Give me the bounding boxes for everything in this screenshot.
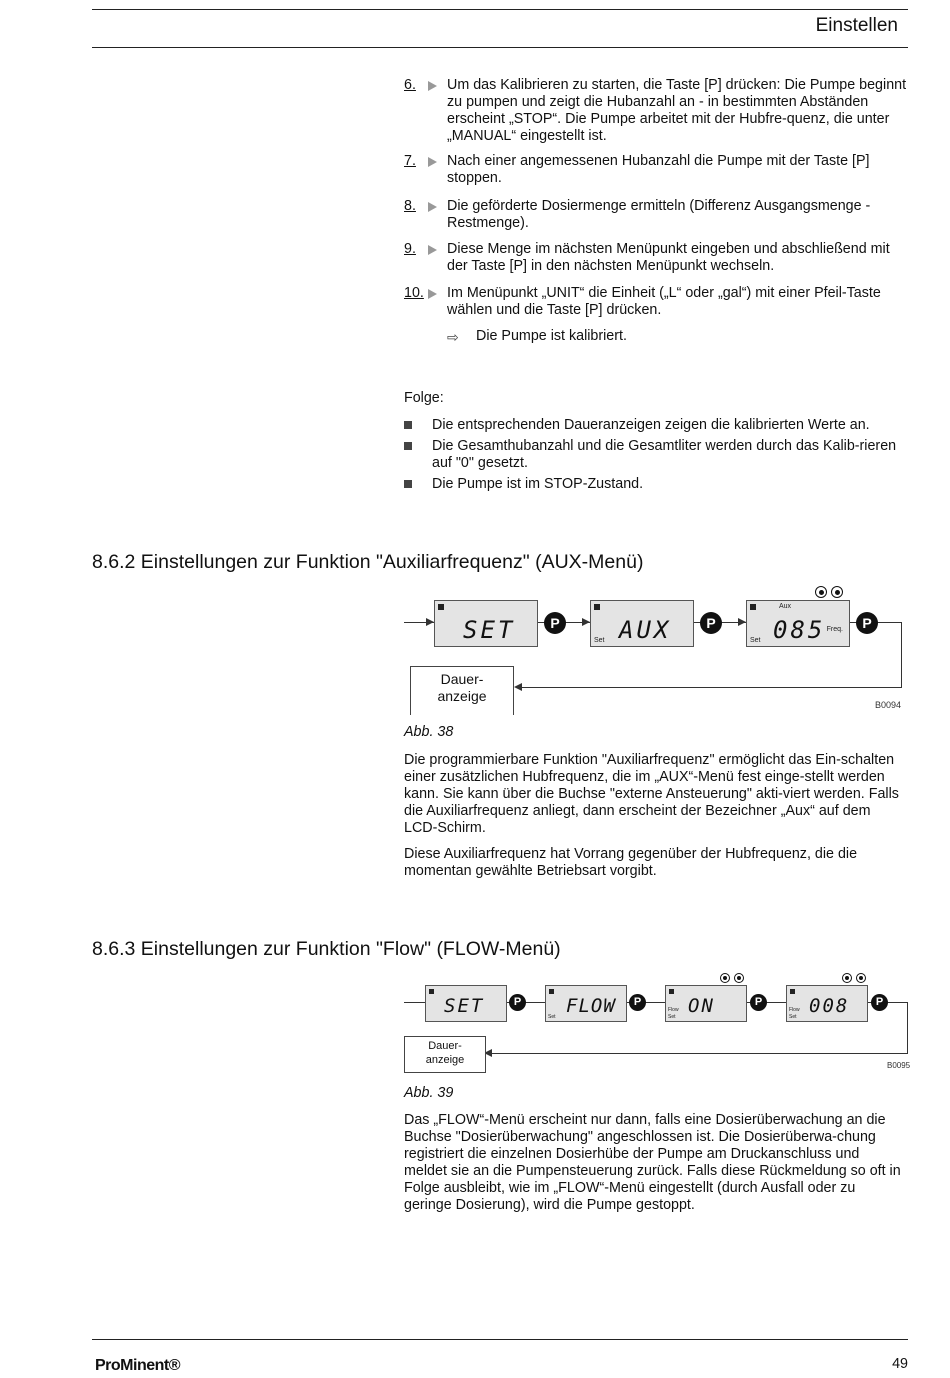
dauer-anzeige-box: Dauer- anzeige: [404, 1036, 486, 1073]
lcd-screen: [545, 985, 627, 1022]
header-rule: [92, 47, 908, 48]
step-text: Im Menüpunkt „UNIT“ die Einheit („L“ oder „gal“) mit einer Pfeil-Taste wählen und die Taste [P] drücken.: [447, 285, 881, 318]
p-button-icon: P: [700, 612, 722, 634]
step-number: 8.: [404, 198, 416, 214]
step-arrow-icon: [428, 289, 437, 299]
arrow-left-icon: [514, 683, 522, 691]
lcd-screen: [786, 985, 868, 1022]
lcd-screen: [665, 985, 747, 1022]
lcd-flow-label: Flow: [789, 1007, 800, 1013]
folge-item: Die Gesamthubanzahl und die Gesamtliter werden durch das Kalib-rieren auf "0" gesetzt.: [432, 438, 897, 471]
result-arrow-icon: ⇨: [447, 329, 459, 345]
p-button-icon: P: [509, 994, 526, 1011]
lcd-p-icon: [669, 989, 674, 994]
bullet-icon: [404, 480, 412, 488]
step-text: Nach einer angemessenen Hubanzahl die Pumpe mit der Taste [P] stoppen.: [447, 153, 870, 186]
lcd-freq-label: Freq.: [826, 626, 843, 633]
paragraph: Diese Auxiliarfrequenz hat Vorrang gegenüber der Hubfrequenz, die die momentan gewählte Betriebsart vorgibt.: [404, 846, 858, 879]
arrow-right-icon: [426, 618, 434, 626]
result-text: Die Pumpe ist kalibriert.: [476, 328, 627, 344]
lcd-set-label: Set: [750, 637, 761, 644]
flow-line: [520, 687, 902, 688]
figure-caption: Abb. 39: [404, 1085, 454, 1101]
paragraph: Die programmierbare Funktion "Auxiliarfrequenz" ermöglicht das Ein-schalten einer zusätzlichen Hubfrequenz, die im „AUX“-Menü fest einge-stellt werden kann. Sie kann über die Buchse "externe Ansteuerung" akti-viert werden. Falls die Auxiliarfrequenz anliegt, dann erscheint der Bezeichner „Aux“ auf dem LCD-Schirm.: [404, 752, 899, 836]
step-arrow-icon: [428, 81, 437, 91]
p-button-icon: P: [871, 994, 888, 1011]
step-arrow-icon: [428, 202, 437, 212]
lcd-set-label: Set: [594, 637, 605, 644]
arrow-right-icon: [738, 618, 746, 626]
bullet-icon: [404, 421, 412, 429]
step-text: Diese Menge im nächsten Menüpunkt eingeben und abschließend mit der Taste [P] in den nächsten Menüpunkt wechseln.: [447, 241, 890, 274]
paragraph: Das „FLOW“-Menü erscheint nur dann, falls eine Dosierüberwachung an die Buchse "Dosierüberwachung" angeschlossen ist. Die Dosierüberwa-chung registriert die einzelnen Dosierhübe der Pumpe am Druckanschluss und meldet sie an die Pumpensteuerung zurück. Falls diese Rückmeldung so oft in Folge ausbleibt, wie im „FLOW“-Menü eingestellt (durch Ausfall oder zu geringe Dosierung), wird die Pumpe gestoppt.: [404, 1112, 901, 1213]
lcd-screen: [590, 600, 694, 647]
flow-line: [490, 1053, 908, 1054]
step-number: 7.: [404, 153, 416, 169]
figure-code: B0094: [875, 700, 902, 710]
arrow-right-icon: [582, 618, 590, 626]
step-number: 9.: [404, 241, 416, 257]
p-button-icon: P: [856, 612, 878, 634]
lcd-value: 008: [809, 995, 850, 1017]
lcd-screen: [746, 600, 850, 647]
step-text: Die geförderte Dosiermenge ermitteln (Differenz Ausgangsmenge - Restmenge).: [447, 198, 871, 231]
step-number: 6.: [404, 77, 416, 93]
figure-code: B0095: [887, 1061, 911, 1070]
lcd-set-label: Set: [789, 1014, 797, 1020]
lcd-aux-label: Aux: [779, 603, 792, 610]
step-arrow-icon: [428, 157, 437, 167]
figure-caption: Abb. 38: [404, 724, 454, 740]
lcd-value: AUX: [619, 616, 672, 644]
lcd-p-icon: [549, 989, 554, 994]
flow-line: [907, 1002, 908, 1054]
lcd-value: 085: [773, 616, 826, 644]
dauer-anzeige-box: Dauer- anzeige: [410, 666, 514, 715]
p-button-icon: P: [629, 994, 646, 1011]
lcd-set-label: Set: [668, 1014, 676, 1020]
step-text: Um das Kalibrieren zu starten, die Taste [P] drücken: Die Pumpe beginnt zu pumpen und zeigt die Hubanzahl an - in bestimmten Abständen erscheint „STOP“. Die Pumpe arbeitet mit der Hubfre-quenz, die unter „MANUAL“ eingestellt ist.: [447, 77, 907, 144]
p-button-icon: P: [750, 994, 767, 1011]
lcd-p-icon: [429, 989, 434, 994]
lcd-flow-label: Flow: [668, 1007, 679, 1013]
top-rule: [92, 9, 908, 10]
folge-item: Die entsprechenden Daueranzeigen zeigen die kalibrierten Werte an.: [432, 417, 870, 433]
lcd-value: SET: [444, 995, 485, 1017]
page-number: 49: [892, 1356, 908, 1372]
section-heading: 8.6.3 Einstellungen zur Funktion "Flow" (FLOW-Menü): [92, 938, 561, 960]
lcd-value: SET: [463, 616, 516, 644]
bullet-icon: [404, 442, 412, 450]
lcd-set-label: Set: [548, 1014, 556, 1020]
lcd-value: FLOW: [566, 995, 616, 1017]
flow-line: [901, 622, 902, 688]
folge-item: Die Pumpe ist im STOP-Zustand.: [432, 476, 644, 492]
step-number: 10.: [404, 285, 424, 301]
lcd-value: ON: [688, 995, 715, 1017]
step-arrow-icon: [428, 245, 437, 255]
section-heading: 8.6.2 Einstellungen zur Funktion "Auxiliarfrequenz" (AUX-Menü): [92, 551, 644, 573]
lcd-p-icon: [750, 604, 756, 610]
lcd-p-icon: [790, 989, 795, 994]
prominent-logo: ProMinent®: [95, 1357, 181, 1374]
page-header-title: Einstellen: [815, 15, 898, 36]
lcd-p-icon: [594, 604, 600, 610]
lcd-screen: [425, 985, 507, 1022]
folge-label: Folge:: [404, 390, 444, 406]
lcd-p-icon: [438, 604, 444, 610]
p-button-icon: P: [544, 612, 566, 634]
footer-rule: [92, 1339, 908, 1340]
lcd-screen: [434, 600, 538, 647]
